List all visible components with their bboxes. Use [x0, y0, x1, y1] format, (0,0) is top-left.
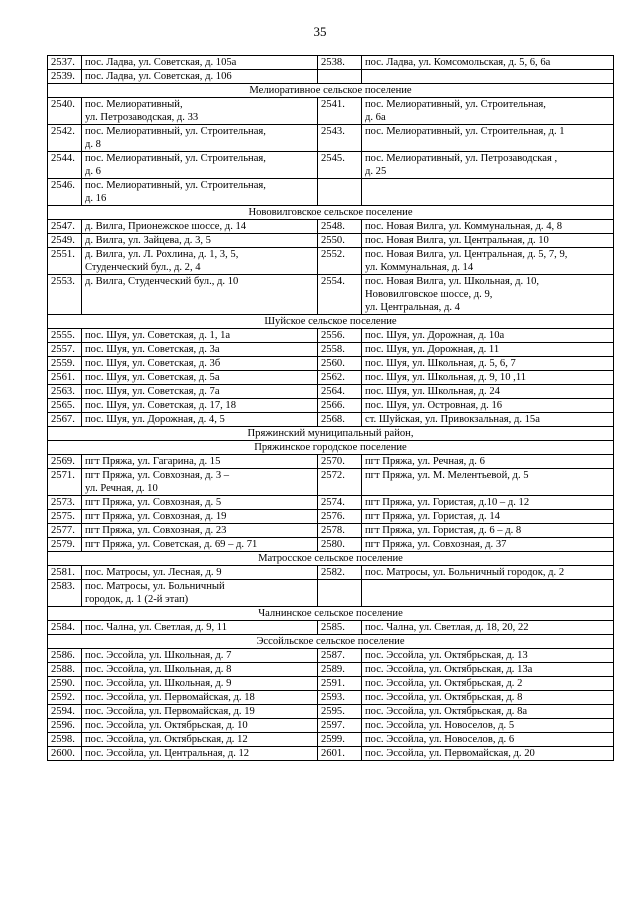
table-row [48, 538, 614, 552]
entry-address: пос. Эссойла, ул. Школьная, д. 9 [82, 677, 318, 691]
entry-number: 2601. [318, 747, 362, 761]
entry-address [362, 580, 614, 607]
table-row [48, 234, 614, 248]
entry-number [318, 70, 362, 84]
entry-number [318, 580, 362, 607]
table-row [48, 371, 614, 385]
entry-number: 2544. [48, 152, 82, 179]
entry-address: пгт Пряжа, ул. Совхозная, д. 5 [82, 496, 318, 510]
entry-number: 2564. [318, 385, 362, 399]
entry-address: пос. Эссойла, ул. Октябрьская, д. 12 [82, 733, 318, 747]
entry-address: пос. Эссойла, ул. Октябрьская, д. 13 [362, 649, 614, 663]
entry-address: пгт Пряжа, ул. Совхозная, д. 23 [82, 524, 318, 538]
entry-address: пос. Матросы, ул. Лесная, д. 9 [82, 566, 318, 580]
entry-number: 2582. [318, 566, 362, 580]
entry-number: 2596. [48, 719, 82, 733]
entry-address: пос. Эссойла, ул. Октябрьская, д. 13а [362, 663, 614, 677]
entry-address: пос. Эссойла, ул. Новоселов, д. 6 [362, 733, 614, 747]
entry-number: 2552. [318, 248, 362, 275]
table-row [48, 677, 614, 691]
entry-number: 2559. [48, 357, 82, 371]
table-row [48, 747, 614, 761]
entry-number: 2594. [48, 705, 82, 719]
table-row [48, 179, 614, 206]
entry-number: 2570. [318, 455, 362, 469]
table-row [48, 566, 614, 580]
entry-address: пос. Эссойла, ул. Октябрьская, д. 2 [362, 677, 614, 691]
section-title: Шуйское сельское поселение [48, 315, 614, 329]
entry-address: пос. Эссойла, ул. Новоселов, д. 5 [362, 719, 614, 733]
section-header-row [48, 315, 614, 329]
entry-address: пгт Пряжа, ул. Совхозная, д. 3 – ул. Речная, д. 10 [82, 469, 318, 496]
entry-address: д. Вилга, ул. Л. Рохлина, д. 1, 3, 5, Студенческий бул., д. 2, 4 [82, 248, 318, 275]
entry-number: 2539. [48, 70, 82, 84]
table-row [48, 510, 614, 524]
entry-address: пос. Эссойла, ул. Школьная, д. 7 [82, 649, 318, 663]
entry-number: 2541. [318, 98, 362, 125]
entry-address: пос. Мелиоративный, ул. Строительная, д. 6 [82, 152, 318, 179]
page-number: 35 [313, 24, 327, 39]
entry-address: пос. Эссойла, ул. Центральная, д. 12 [82, 747, 318, 761]
table-row [48, 733, 614, 747]
table-row [48, 705, 614, 719]
table-row [48, 385, 614, 399]
entry-address: пос. Новая Вилга, ул. Центральная, д. 10 [362, 234, 614, 248]
entry-number: 2595. [318, 705, 362, 719]
entry-address: пос. Новая Вилга, ул. Коммунальная, д. 4, 8 [362, 220, 614, 234]
table-row [48, 399, 614, 413]
entry-number: 2575. [48, 510, 82, 524]
entry-number: 2599. [318, 733, 362, 747]
entry-address: пос. Шуя, ул. Советская, д. 7а [82, 385, 318, 399]
section-header-row [48, 427, 614, 441]
section-title: Пряжинский муниципальный район, [48, 427, 614, 441]
entry-number: 2554. [318, 275, 362, 315]
entry-address: д. Вилга, ул. Зайцева, д. 3, 5 [82, 234, 318, 248]
entry-number: 2571. [48, 469, 82, 496]
entry-address: пгт Пряжа, ул. Гористая, д. 14 [362, 510, 614, 524]
entry-address: пос. Мелиоративный, ул. Строительная, д. 16 [82, 179, 318, 206]
table-row [48, 413, 614, 427]
entry-number: 2592. [48, 691, 82, 705]
entry-number: 2545. [318, 152, 362, 179]
entry-number: 2549. [48, 234, 82, 248]
entry-number: 2574. [318, 496, 362, 510]
address-table-body [48, 56, 614, 761]
entry-address: пгт Пряжа, ул. Речная, д. 6 [362, 455, 614, 469]
entry-number: 2568. [318, 413, 362, 427]
entry-number: 2563. [48, 385, 82, 399]
entry-address: пос. Мелиоративный, ул. Строительная, д. 8 [82, 125, 318, 152]
entry-number: 2584. [48, 621, 82, 635]
table-row [48, 248, 614, 275]
entry-number: 2591. [318, 677, 362, 691]
entry-number: 2578. [318, 524, 362, 538]
entry-address: пос. Шуя, ул. Дорожная, д. 11 [362, 343, 614, 357]
table-row [48, 496, 614, 510]
entry-number: 2567. [48, 413, 82, 427]
entry-address: пос. Шуя, ул. Школьная, д. 24 [362, 385, 614, 399]
entry-number: 2561. [48, 371, 82, 385]
entry-number: 2593. [318, 691, 362, 705]
entry-number: 2572. [318, 469, 362, 496]
entry-address: пос. Эссойла, ул. Школьная, д. 8 [82, 663, 318, 677]
entry-number: 2566. [318, 399, 362, 413]
table-row [48, 56, 614, 70]
address-table [47, 55, 614, 761]
entry-address: пос. Новая Вилга, ул. Центральная, д. 5, 7, 9, ул. Коммунальная, д. 14 [362, 248, 614, 275]
entry-address: пос. Эссойла, ул. Первомайская, д. 18 [82, 691, 318, 705]
entry-number: 2538. [318, 56, 362, 70]
entry-address: пгт Пряжа, ул. Гористая, д.10 – д. 12 [362, 496, 614, 510]
entry-address: пгт Пряжа, ул. М. Мелентьевой, д. 5 [362, 469, 614, 496]
entry-number: 2586. [48, 649, 82, 663]
entry-address: пос. Матросы, ул. Больничный городок, д. 2 [362, 566, 614, 580]
entry-number: 2587. [318, 649, 362, 663]
entry-address [362, 179, 614, 206]
section-title: Эссойльское сельское поселение [48, 635, 614, 649]
entry-address: пос. Шуя, ул. Советская, д. 1, 1а [82, 329, 318, 343]
section-title: Нововилговское сельское поселение [48, 206, 614, 220]
entry-address: пос. Чална, ул. Светлая, д. 9, 11 [82, 621, 318, 635]
entry-number: 2573. [48, 496, 82, 510]
entry-number: 2590. [48, 677, 82, 691]
table-row [48, 691, 614, 705]
table-row [48, 663, 614, 677]
section-header-row [48, 206, 614, 220]
entry-number: 2577. [48, 524, 82, 538]
table-row [48, 580, 614, 607]
entry-number: 2542. [48, 125, 82, 152]
entry-number: 2580. [318, 538, 362, 552]
table-row [48, 70, 614, 84]
section-title: Чалнинское сельское поселение [48, 607, 614, 621]
section-title: Мелиоративное сельское поселение [48, 84, 614, 98]
entry-number: 2565. [48, 399, 82, 413]
entry-number: 2581. [48, 566, 82, 580]
entry-number: 2589. [318, 663, 362, 677]
entry-address: д. Вилга, Прионежское шоссе, д. 14 [82, 220, 318, 234]
entry-number: 2551. [48, 248, 82, 275]
entry-number: 2540. [48, 98, 82, 125]
entry-address: пос. Эссойла, ул. Первомайская, д. 19 [82, 705, 318, 719]
entry-number: 2569. [48, 455, 82, 469]
table-row [48, 524, 614, 538]
entry-number: 2600. [48, 747, 82, 761]
entry-address: пос. Мелиоративный, ул. Строительная, д. 1 [362, 125, 614, 152]
entry-number: 2558. [318, 343, 362, 357]
entry-number: 2597. [318, 719, 362, 733]
entry-number: 2547. [48, 220, 82, 234]
entry-number: 2550. [318, 234, 362, 248]
entry-address: пос. Эссойла, ул. Октябрьская, д. 8а [362, 705, 614, 719]
entry-number: 2562. [318, 371, 362, 385]
section-header-row [48, 635, 614, 649]
table-row [48, 125, 614, 152]
section-header-row [48, 607, 614, 621]
table-row [48, 275, 614, 315]
entry-address: пос. Шуя, ул. Дорожная, д. 10а [362, 329, 614, 343]
section-header-row [48, 84, 614, 98]
table-row [48, 329, 614, 343]
entry-address: пос. Шуя, ул. Школьная, д. 5, 6, 7 [362, 357, 614, 371]
entry-address: пос. Шуя, ул. Советская, д. 3а [82, 343, 318, 357]
entry-number [318, 179, 362, 206]
table-row [48, 455, 614, 469]
entry-address: пгт Пряжа, ул. Советская, д. 69 – д. 71 [82, 538, 318, 552]
entry-number: 2560. [318, 357, 362, 371]
entry-address: пос. Ладва, ул. Комсомольская, д. 5, 6, 6а [362, 56, 614, 70]
table-row [48, 621, 614, 635]
entry-address: д. Вилга, Студенческий бул., д. 10 [82, 275, 318, 315]
entry-address: пос. Мелиоративный, ул. Петрозаводская, д. 33 [82, 98, 318, 125]
entry-number: 2543. [318, 125, 362, 152]
entry-address: пос. Ладва, ул. Советская, д. 105а [82, 56, 318, 70]
entry-address: пос. Шуя, ул. Советская, д. 3б [82, 357, 318, 371]
entry-address: пос. Шуя, ул. Школьная, д. 9, 10 ,11 [362, 371, 614, 385]
entry-number: 2556. [318, 329, 362, 343]
entry-address: пос. Матросы, ул. Больничный городок, д. 1 (2-й этап) [82, 580, 318, 607]
section-title: Матросское сельское поселение [48, 552, 614, 566]
entry-number: 2576. [318, 510, 362, 524]
entry-number: 2585. [318, 621, 362, 635]
table-row [48, 469, 614, 496]
table-row [48, 343, 614, 357]
entry-address: пос. Шуя, ул. Дорожная, д. 4, 5 [82, 413, 318, 427]
entry-number: 2588. [48, 663, 82, 677]
entry-number: 2557. [48, 343, 82, 357]
entry-number: 2555. [48, 329, 82, 343]
table-row [48, 357, 614, 371]
entry-number: 2546. [48, 179, 82, 206]
table-row [48, 649, 614, 663]
entry-number: 2583. [48, 580, 82, 607]
section-header-row [48, 552, 614, 566]
entry-address: пос. Чална, ул. Светлая, д. 18, 20, 22 [362, 621, 614, 635]
entry-address: пос. Мелиоративный, ул. Петрозаводская , д. 25 [362, 152, 614, 179]
entry-number: 2579. [48, 538, 82, 552]
entry-address: пос. Шуя, ул. Советская, д. 5а [82, 371, 318, 385]
table-row [48, 98, 614, 125]
entry-number: 2548. [318, 220, 362, 234]
table-row [48, 719, 614, 733]
entry-address: ст. Шуйская, ул. Привокзальная, д. 15а [362, 413, 614, 427]
entry-address: пгт Пряжа, ул. Гористая, д. 6 – д. 8 [362, 524, 614, 538]
entry-address: пос. Новая Вилга, ул. Школьная, д. 10, Нововилговское шоссе, д. 9, ул. Центральная, д. 4 [362, 275, 614, 315]
entry-address: пгт Пряжа, ул. Совхозная, д. 19 [82, 510, 318, 524]
entry-address: пос. Эссойла, ул. Первомайская, д. 20 [362, 747, 614, 761]
entry-number: 2598. [48, 733, 82, 747]
entry-address [362, 70, 614, 84]
entry-address: пос. Эссойла, ул. Октябрьская, д. 8 [362, 691, 614, 705]
entry-number: 2537. [48, 56, 82, 70]
section-header-row [48, 441, 614, 455]
table-row [48, 152, 614, 179]
entry-address: пос. Мелиоративный, ул. Строительная, д. 6а [362, 98, 614, 125]
entry-address: пгт Пряжа, ул. Совхозная, д. 37 [362, 538, 614, 552]
entry-address: пос. Шуя, ул. Островная, д. 16 [362, 399, 614, 413]
entry-address: пос. Эссойла, ул. Октябрьская, д. 10 [82, 719, 318, 733]
entry-address: пос. Ладва, ул. Советская, д. 106 [82, 70, 318, 84]
table-row [48, 220, 614, 234]
entry-address: пос. Шуя, ул. Советская, д. 17, 18 [82, 399, 318, 413]
entry-number: 2553. [48, 275, 82, 315]
section-title: Пряжинское городское поселение [48, 441, 614, 455]
entry-address: пгт Пряжа, ул. Гагарина, д. 15 [82, 455, 318, 469]
